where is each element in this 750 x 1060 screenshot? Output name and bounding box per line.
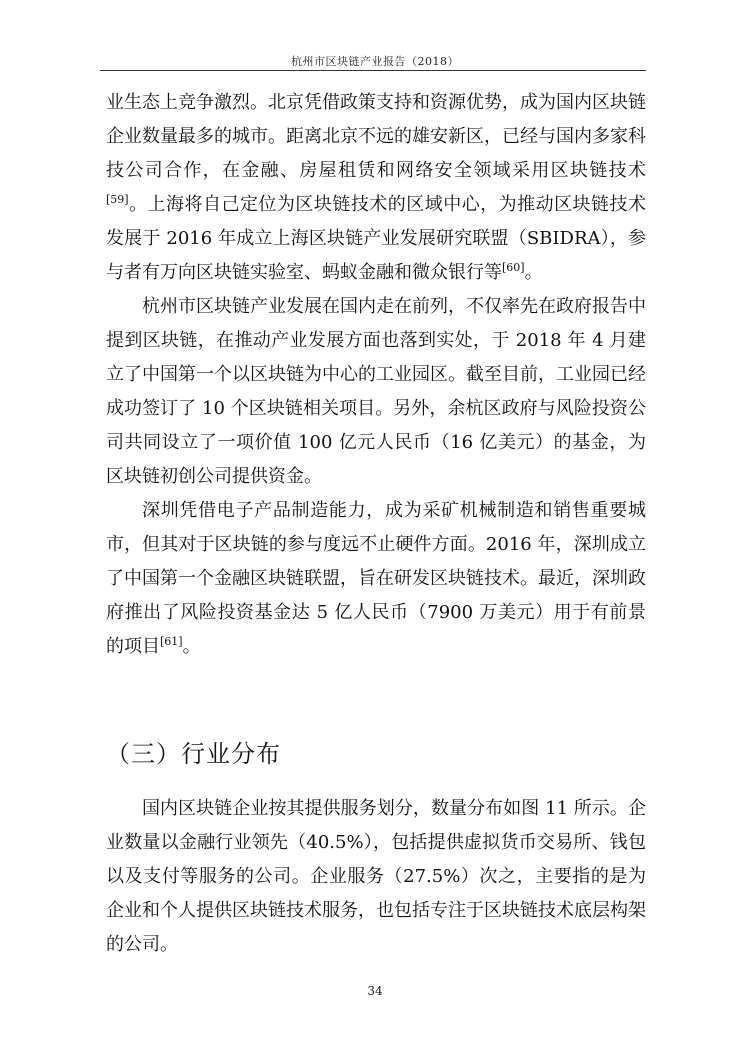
paragraph-hangzhou: [106, 290, 646, 494]
paragraph-continuation: [106, 86, 646, 290]
text-run: 深圳凭借电子产品制造能力，成为采矿机械制造和销售重要城市，但其对于区块链的参与度远不止硬件方面。2016 年，深圳成立了中国第一个金融区块链联盟，旨在研发区块链技术。最近，深圳政府推出了风险投资基金达 5 亿人民币（7900 万美元）用于有前景的项目: [106, 500, 646, 657]
section-heading: （三）行业分布: [106, 740, 281, 768]
running-header: 杭州市区块链产业报告（2018）: [291, 55, 459, 68]
page-number: 34: [367, 984, 383, 998]
text-run: 。: [182, 636, 201, 657]
header-divider: [100, 70, 646, 71]
text-run: 。: [524, 262, 543, 283]
text-run: 杭州市区块链产业发展在国内走在前列，不仅率先在政府报告中提到区块链，在推动产业发展方面也落到实处，于 2018 年 4 月建立了中国第一个以区块链为中心的工业园区。截至目前，工业园已经成功签订了 10 个区块链相关项目。另外，余杭区政府与风险投资公司共同设立了一项价值 100 亿元人民币（16 亿美元）的基金，为区块链初创公司提供资金。: [106, 296, 646, 487]
paragraph-shenzhen: [106, 494, 646, 664]
paragraph-industry-distribution: [106, 792, 646, 962]
text-run: 业生态上竞争激烈。北京凭借政策支持和资源优势，成为国内区块链企业数量最多的城市。距离北京不远的雄安新区，已经与国内多家科技公司合作，在金融、房屋租赁和网络安全领域采用区块链技术: [106, 92, 646, 181]
citation-59: [59]: [106, 193, 129, 206]
citation-61: [61]: [160, 635, 183, 648]
body-text-top: [106, 86, 646, 664]
body-text-bottom: [106, 792, 646, 962]
citation-60: [60]: [502, 261, 525, 274]
text-run: 国内区块链企业按其提供服务划分，数量分布如图 11 所示。企业数量以金融行业领先（40.5%），包括提供虚拟货币交易所、钱包以及支付等服务的公司。企业服务（27.5%）次之，主要指的是为企业和个人提供区块链技术服务，也包括专注于区块链技术底层构架的公司。: [106, 798, 646, 955]
text-run: 。上海将自己定位为区块链技术的区域中心，为推动区块链技术发展于 2016 年成立上海区块链产业发展研究联盟（SBIDRA），参与者有万向区块链实验室、蚂蚁金融和微众银行等: [106, 194, 646, 283]
